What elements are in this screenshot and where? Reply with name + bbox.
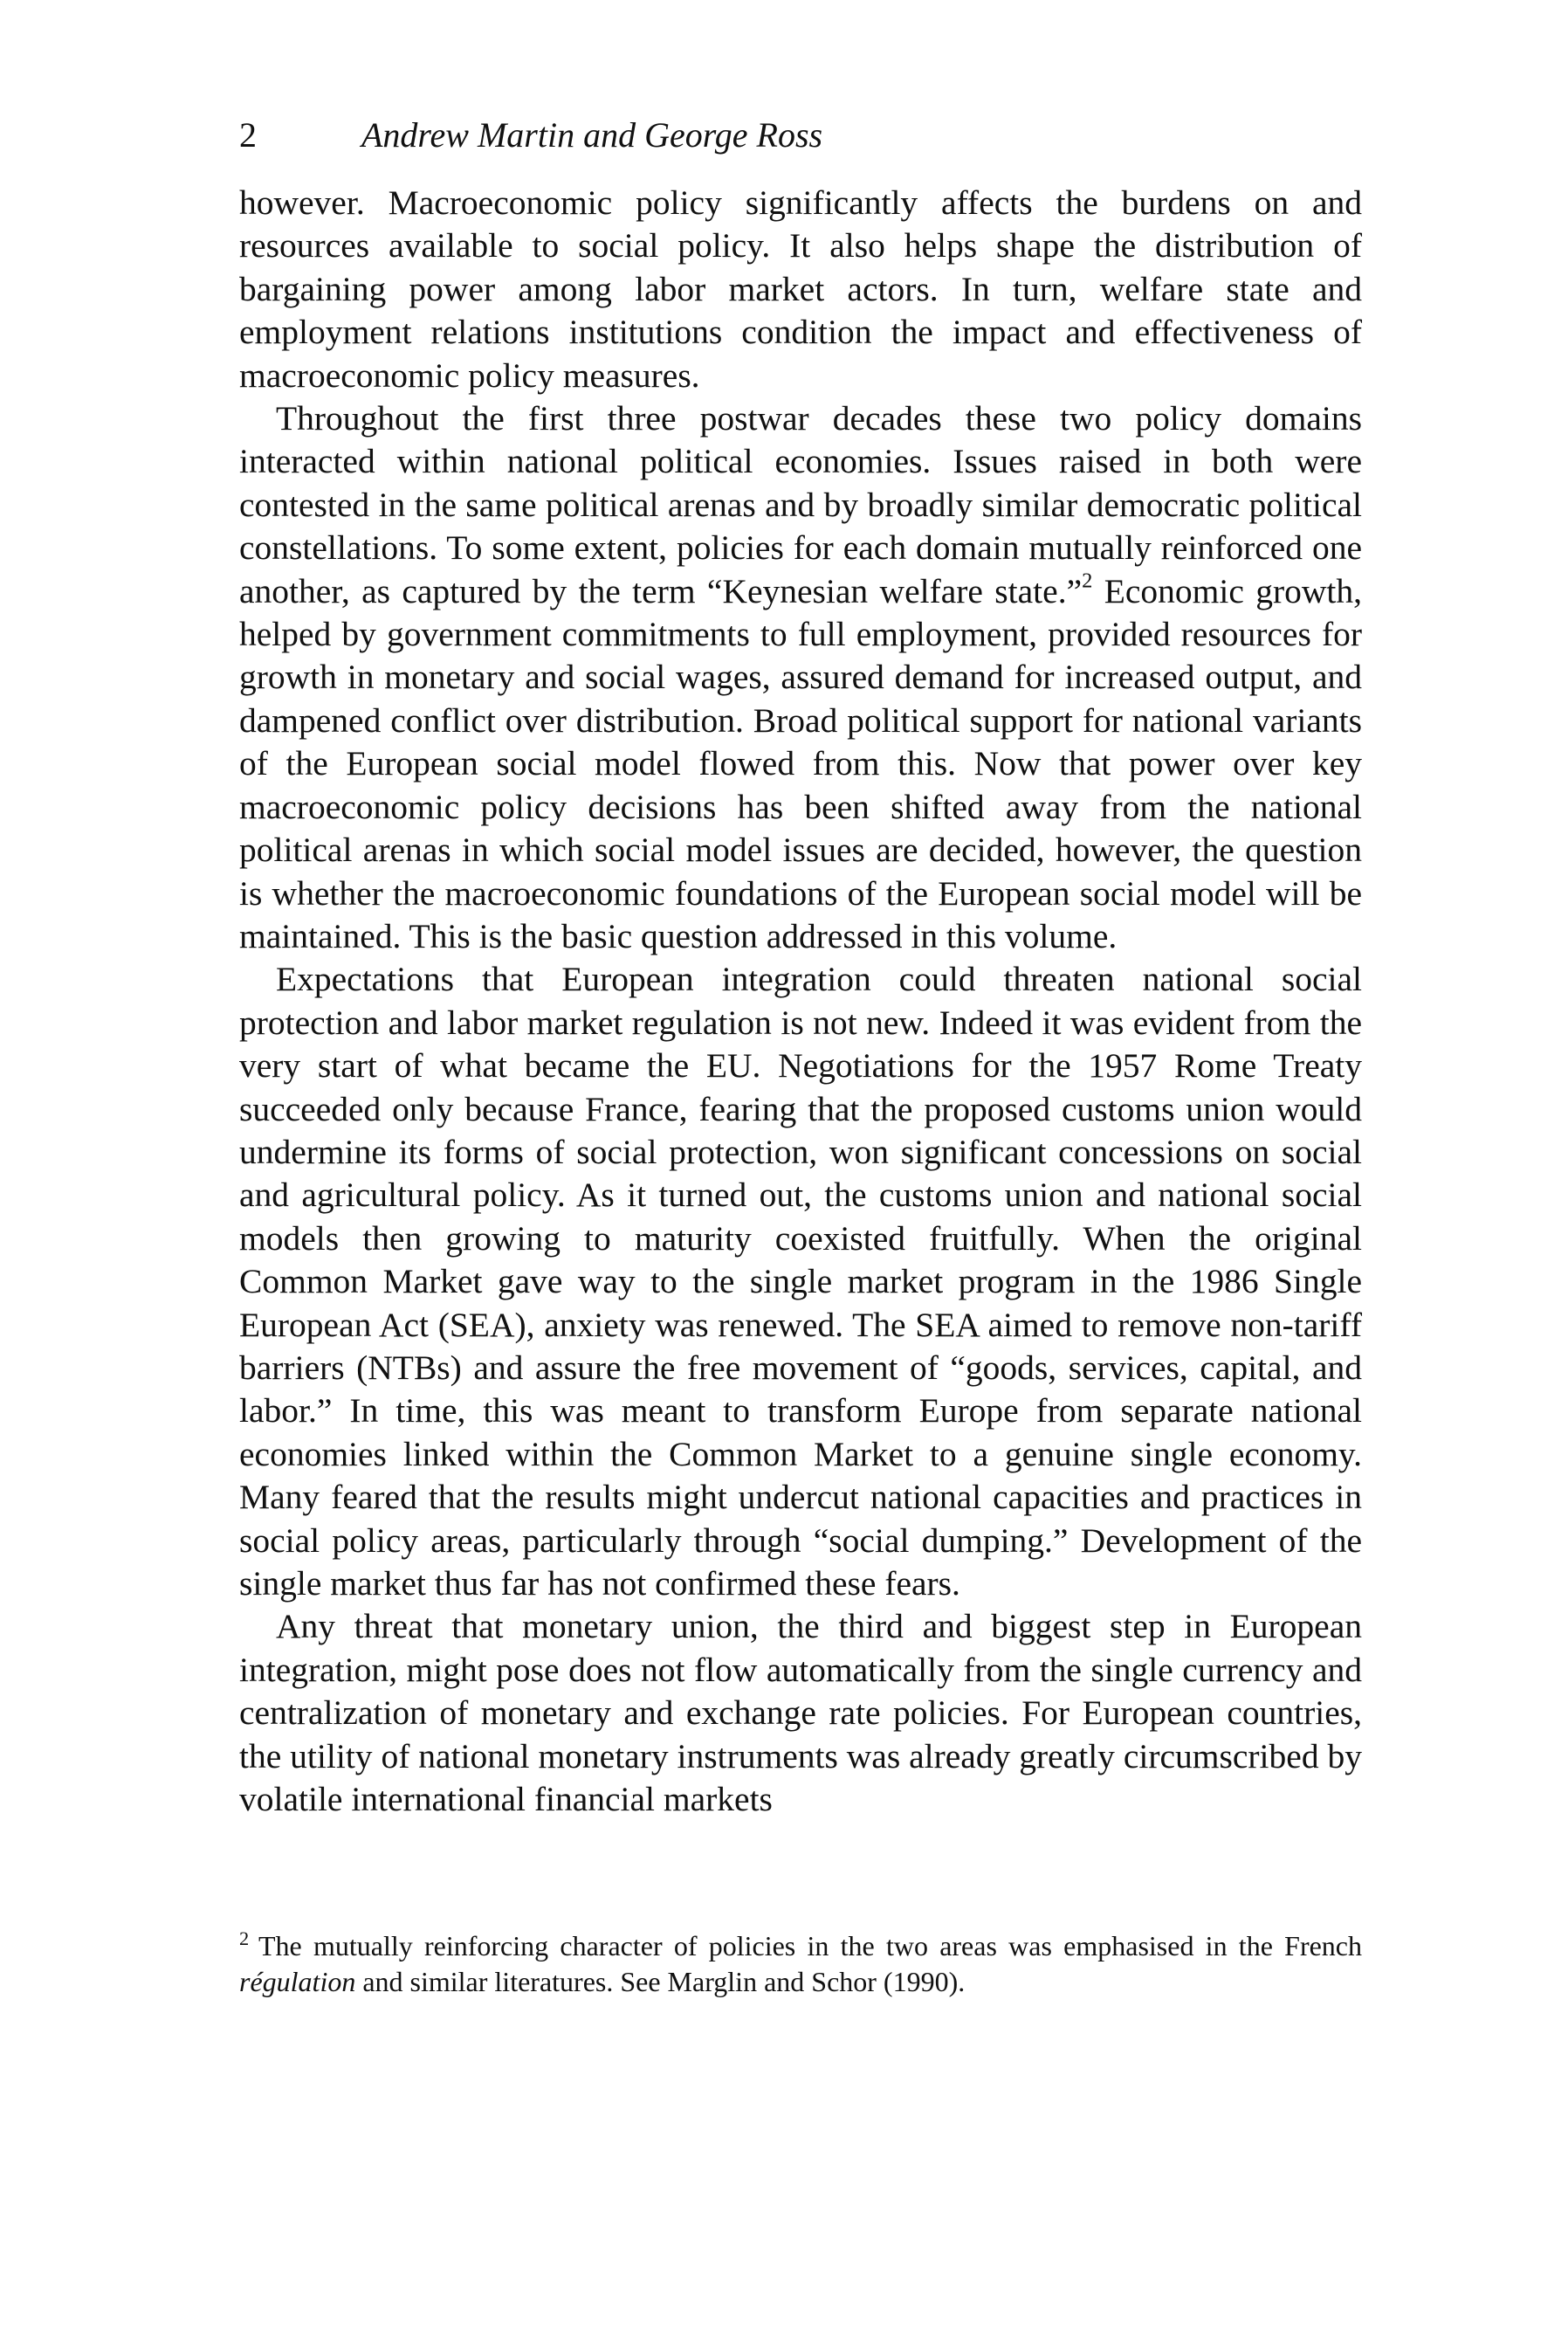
paragraph-4: Any threat that monetary union, the third and biggest step in European integration, might pose does not flow automatically from the single currency and centralization of monetary and exchange rate policies. For European countries, the utility of national monetary instruments was already greatly circumscribed by volatile international financial markets	[239, 1607, 1362, 1819]
page-number: 2	[239, 115, 257, 155]
footnote-text-before: The mutually reinforcing character of policies in the two areas was emphasised in the French	[258, 1930, 1362, 1961]
footnote: 2 The mutually reinforcing character of policies in the two areas was emphasised in the French régulation and similar literatures. See Marglin and Schor (1990).	[239, 1927, 1362, 1997]
paragraph-1: however. Macroeconomic policy significantly affects the burdens on and resources available to social policy. It also helps shape the distribution of bargaining power among labor market actors. In turn, welfare state and employment relations institutions condition the impact and effectiveness of macroeconomic policy measures.	[239, 183, 1362, 395]
footnote-italic-term: régulation	[239, 1966, 356, 1997]
paragraph-3: Expectations that European integration could threaten national social protection and labor market regulation is not new. Indeed it was evident from the very start of what became the EU. Negotiations for the 1957 Rome Treaty succeeded only because France, fearing that the proposed customs union would undermine its forms of social protection, won significant concessions on social and agricultural policy. As it turned out, the customs union and national social models then growing to maturity coexisted fruitfully. When the original Common Market gave way to the single market program in the 1986 Single European Act (SEA), anxiety was renewed. The SEA aimed to remove non-tariff barriers (NTBs) and assure the free movement of “goods, services, capital, and labor.” In time, this was meant to transform Europe from separate national economies linked within the Common Market to a genuine single economy. Many feared that the results might undercut national capacities and practices in social policy areas, particularly through “social dumping.” Development of the single market thus far has not confirmed these fears.	[239, 960, 1362, 1603]
paragraph-2	[239, 397, 1362, 958]
footnote-reference: 2	[1082, 569, 1093, 593]
running-title: Andrew Martin and George Ross	[361, 115, 823, 155]
body-text	[239, 182, 1362, 1821]
running-head	[239, 114, 822, 157]
paragraph-2-text-after-note: Economic growth, helped by government commitments to full employment, provided resources for growth in monetary and social wages, assured demand for increased output, and dampened conflict over distribution. Broad political support for national variants of the European social model flowed from this. Now that power over key macroeconomic policy decisions has been shifted away from the national political arenas in which social model issues are decided, however, the question is whether the macroeconomic foundations of the European social model will be maintained. This is the basic question addressed in this volume.	[239, 571, 1363, 955]
paragraph-2-text-before-note: Throughout the first three postwar decades these two policy domains interacted within national political economies. Issues raised in both were contested in the same political arenas and by broadly similar democratic political constellations. To some extent, policies for each domain mutually reinforced one another, as captured by the term “Keynesian welfare state.”	[239, 399, 1362, 610]
footnote-text-after: and similar literatures. See Marglin and Schor (1990).	[355, 1966, 966, 1997]
